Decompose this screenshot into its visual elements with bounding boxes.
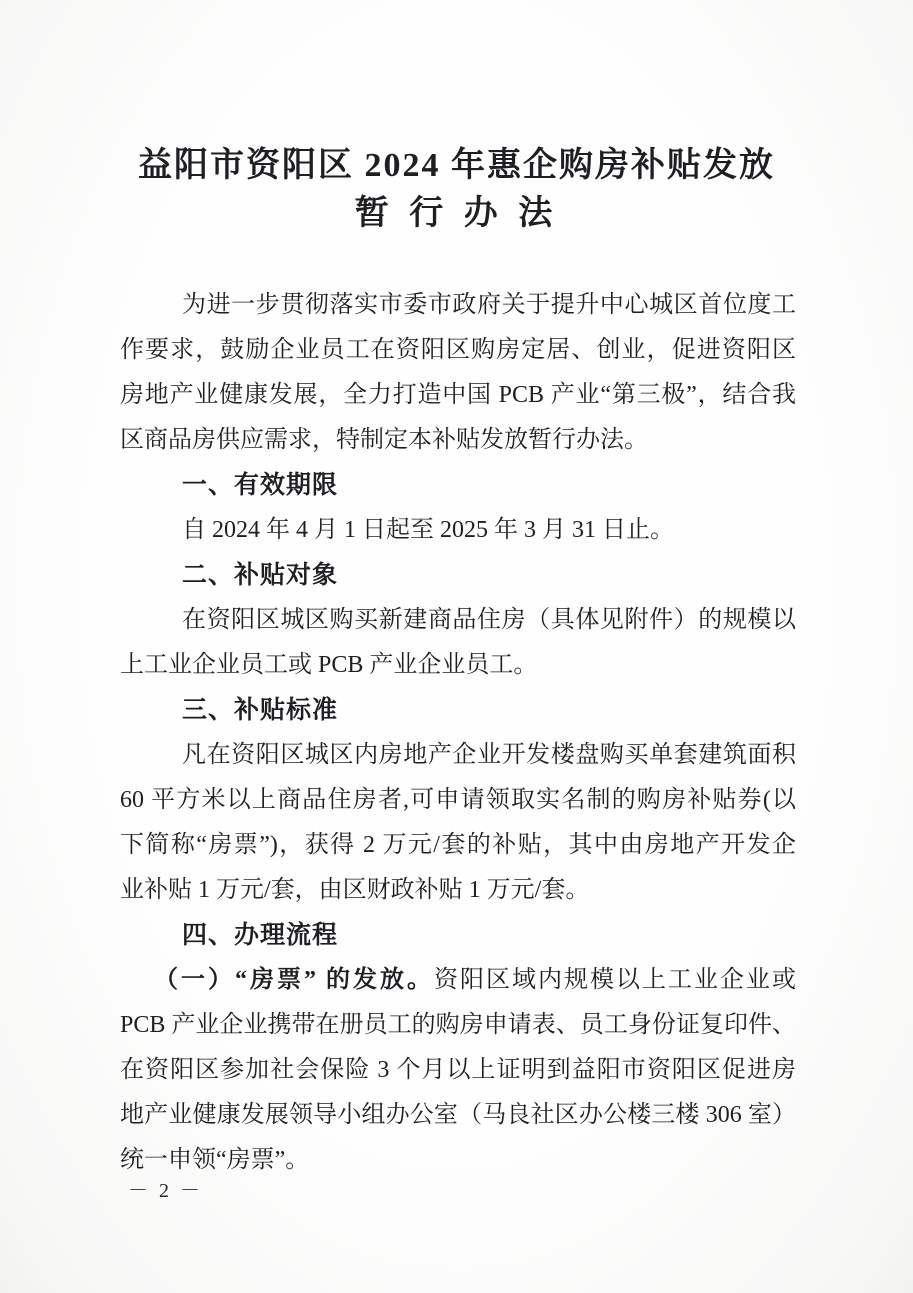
section-1-line: 自 2024 年 4 月 1 日起至 2025 年 3 月 31 日止。 xyxy=(182,517,674,543)
intro-line: 房地产业健康发展，全力打造中国 PCB 产业“第三极”，结合我 xyxy=(120,382,796,408)
section-4-line: 统一申领“房票”。 xyxy=(120,1147,310,1173)
section-3-line: 业补贴 1 万元/套，由区财政补贴 1 万元/套。 xyxy=(120,877,590,903)
section-3-line: 60 平方米以上商品住房者,可申请领取实名制的购房补贴券(以 xyxy=(120,787,796,813)
section-4-line: 在资阳区参加社会保险 3 个月以上证明到益阳市资阳区促进房 xyxy=(120,1057,796,1083)
section-4-line: PCB 产业企业携带在册员工的购房申请表、员工身份证复印件、 xyxy=(120,1012,796,1038)
section-3-line: 下简称“房票”)，获得 2 万元/套的补贴，其中由房地产开发企 xyxy=(120,832,796,858)
section-4-line-text: 资阳区域内规模以上工业企业或 xyxy=(434,967,796,993)
intro-line: 区商品房供应需求，特制定本补贴发放暂行办法。 xyxy=(120,427,648,453)
section-heading-3: 三、补贴标准 xyxy=(182,696,339,724)
section-heading-1: 一、有效期限 xyxy=(182,471,339,499)
section-4-line: 地产业健康发展领导小组办公室（马良社区办公楼三楼 306 室） xyxy=(120,1102,796,1128)
subsection-heading: （一）“房票” 的发放。 xyxy=(154,967,434,993)
title-line-1: 益阳市资阳区 2024 年惠企购房补贴发放 xyxy=(138,147,775,184)
intro-line: 作要求，鼓励企业员工在资阳区购房定居、创业，促进资阳区 xyxy=(120,337,796,363)
page-number: － 2 － xyxy=(128,1180,203,1202)
title-line-2: 暂 行 办 法 xyxy=(354,195,559,232)
section-2-line: 在资阳区城区购买新建商品住房（具体见附件）的规模以 xyxy=(182,607,796,633)
section-4-line xyxy=(120,958,796,1003)
section-heading-2: 二、补贴对象 xyxy=(182,561,339,589)
document-title xyxy=(0,142,913,238)
section-heading-4: 四、办理流程 xyxy=(182,921,339,949)
intro-line: 为进一步贯彻落实市委市政府关于提升中心城区首位度工 xyxy=(182,292,796,318)
section-3-line: 凡在资阳区城区内房地产企业开发楼盘购买单套建筑面积 xyxy=(182,742,796,768)
document-body xyxy=(120,283,796,1183)
section-2-line: 上工业企业员工或 PCB 产业企业员工。 xyxy=(120,652,538,678)
